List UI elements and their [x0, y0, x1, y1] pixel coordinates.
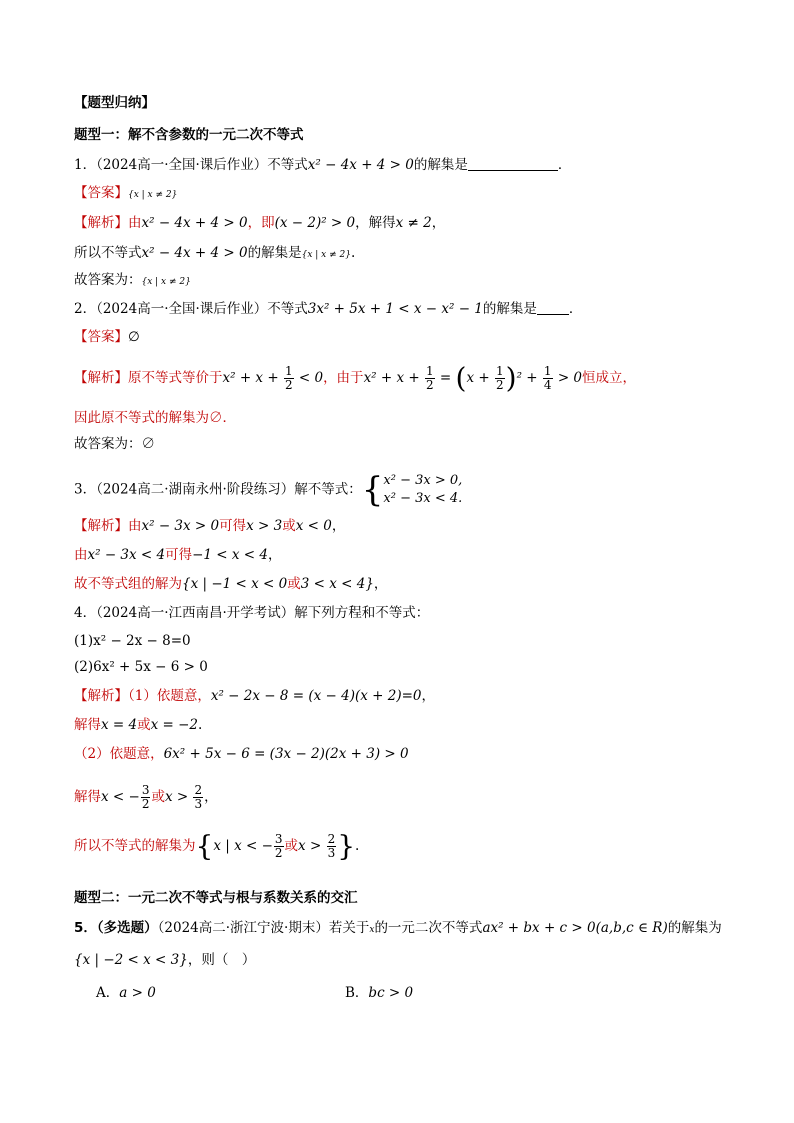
q2-answer: 【答案】∅ — [74, 329, 140, 345]
question-1: 1．（2024高一·全国·课后作业）不等式x² − 4x + 4 > 0的解集是 ． — [74, 157, 572, 173]
q2-solution-line2: 因此原不等式的解集为∅． — [74, 410, 236, 426]
question-2: 2．（2024高一·全国·课后作业）不等式3x² + 5x + 1 < x − x² − 1的解集是 ． — [74, 301, 583, 317]
q4-solution-line3: （2）依题意，6x² + 5x − 6 = (3x − 2)(2x + 3) > 0 — [74, 746, 409, 762]
q4-solution-line2: 解得x = 4或x = −2. — [74, 717, 203, 733]
question-3: 3．（2024高二·湖南永州·阶段练习）解不等式：{ x² − 3x > 0, x² − 3x < 4. — [74, 470, 463, 510]
q4-solution-line1: 【解析】（1）依题意，x² − 2x − 8 = (x − 4)(x + 2)=0， — [74, 688, 436, 704]
question-5-line2: {x | −2 < x < 3}，则（ ） — [74, 952, 256, 968]
q1-solution-line1: 【解析】由x² − 4x + 4 > 0，即(x − 2)² > 0，解得x ≠ 2， — [74, 215, 446, 231]
type1-title: 题型一：解不含参数的一元二次不等式 — [74, 127, 304, 143]
section-title: 【题型归纳】 — [74, 95, 155, 111]
q3-solution-line3: 故不等式组的解为{x | −1 < x < 0或3 < x < 4}， — [74, 576, 388, 592]
question-4: 4．（2024高一·江西南昌·开学考试）解下列方程和不等式： — [74, 605, 430, 621]
option-a[interactable]: A．a > 0 — [96, 985, 156, 1001]
answer-blank — [537, 300, 569, 315]
q4-solution-line5: 所以不等式的解集为{x | x < − $\frac{3}{2}$ 或x > $\frac{2}{3}$ }. — [74, 829, 360, 863]
q4-solution-line4: 解得x < − $\frac{3}{2}$ 或x > $\frac{2}{3}$ ， — [74, 783, 218, 811]
q1-answer: 【答案】{x | x ≠ 2} — [74, 185, 178, 201]
question-4-part2: (2)6x² + 5x − 6 > 0 — [74, 659, 208, 675]
q3-solution-line2: 由x² − 3x < 4可得−1 < x < 4， — [74, 547, 282, 563]
q2-solution-line3: 故答案为：∅ — [74, 436, 155, 452]
q2-solution-line1: 【解析】原不等式等价于x² + x + $\frac{1}{2}$ < 0，由于x² + x + $\frac{1}{2}$ = (x + $\frac{1}{2}$ )² + $\frac{1}{4}$ > 0恒成立， — [74, 361, 637, 395]
answer-blank — [468, 156, 558, 171]
q1-solution-line2: 所以不等式x² − 4x + 4 > 0的解集是{x | x ≠ 2}. — [74, 245, 356, 261]
q3-solution-line1: 【解析】由x² − 3x > 0可得x > 3或x < 0， — [74, 518, 346, 534]
inequality-system: x² − 3x > 0, x² − 3x < 4. — [383, 473, 463, 506]
q1-solution-line3: 故答案为：{x | x ≠ 2} — [74, 272, 191, 288]
question-5: 5．（多选题）（2024高二·浙江宁波·期末）若关于x的一元二次不等式ax² + bx + c > 0(a,b,c ∈ R)的解集为 — [74, 920, 722, 936]
question-4-part1: (1)x² − 2x − 8=0 — [74, 633, 191, 649]
type2-title: 题型二：一元二次不等式与根与系数关系的交汇 — [74, 890, 358, 906]
option-b[interactable]: B．bc > 0 — [345, 985, 414, 1001]
